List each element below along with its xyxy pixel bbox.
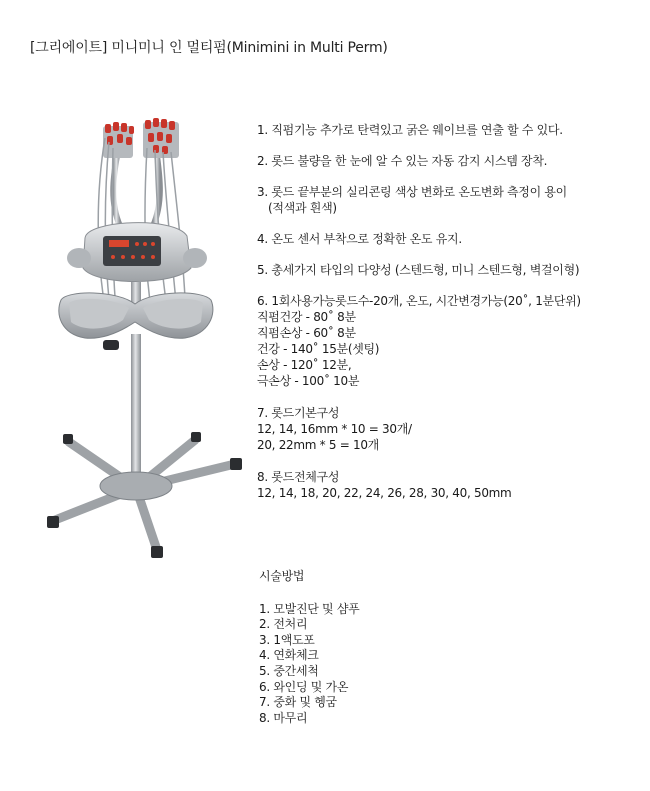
feature-6: 6. 1회사용가능롯드수-20개, 온도, 시간변경가능(20˚, 1분단위) [257,294,581,308]
control-unit [67,223,207,282]
procedure-step: 4. 연화체크 [259,648,319,663]
feature-8-item: 12, 14, 18, 20, 22, 24, 26, 28, 30, 40, 50mm [257,486,512,500]
feature-4: 4. 온도 센서 부착으로 정확한 온도 유지. [257,232,462,246]
right-rod-arm [143,118,185,313]
stand-base [47,432,242,558]
feature-list [257,122,642,501]
feature-3: 3. 롯드 끝부분의 실리콘링 색상 변화로 온도변화 측정이 용이 [257,185,567,199]
feature-6-item: 직펌건강 - 80˚ 8분 [257,310,356,324]
feature-7-item: 20, 22mm * 5 = 10개 [257,438,379,452]
procedure-step: 2. 전처리 [259,617,308,632]
feature-6-item: 극손상 - 100˚ 10분 [257,374,360,388]
page-title: [그리에이트] 미니미니 인 멀티펌(Minimini in Multi Perm) [30,40,388,56]
feature-6-item: 손상 - 120˚ 12분, [257,358,352,372]
feature-8: 8. 롯드전체구성 [257,470,340,484]
feature-1: 1. 직펌기능 추가로 탄력있고 굵은 웨이브를 연출 할 수 있다. [257,123,563,137]
feature-2: 2. 롯드 불량을 한 눈에 알 수 있는 자동 감지 시스템 장착. [257,154,548,168]
feature-6-item: 건강 - 140˚ 15분(셋팅) [257,342,380,356]
procedure-step: 6. 와인딩 및 가온 [259,679,349,694]
perm-machine-image [25,108,250,563]
feature-7: 7. 롯드기본구성 [257,406,340,420]
procedure-step: 3. 1액도포 [259,632,315,647]
procedure-step: 8. 마무리 [259,710,308,725]
feature-3-note: (적색과 흰색) [268,201,337,215]
procedure-step: 7. 중화 및 헹굼 [259,695,337,710]
procedure-step: 1. 모발진단 및 샴푸 [259,601,360,616]
height-knob [103,340,119,350]
procedure-step: 5. 중간세척 [259,663,319,678]
feature-7-item: 12, 14, 16mm * 10 = 30개/ [257,422,412,436]
procedure-title: 시술방법 [259,569,305,583]
procedure-section [259,569,359,726]
feature-5: 5. 총세가지 타입의 다양성 (스텐드형, 미니 스텐드형, 벽걸이형) [257,263,580,277]
feature-6-item: 직펌손상 - 60˚ 8분 [257,326,356,340]
